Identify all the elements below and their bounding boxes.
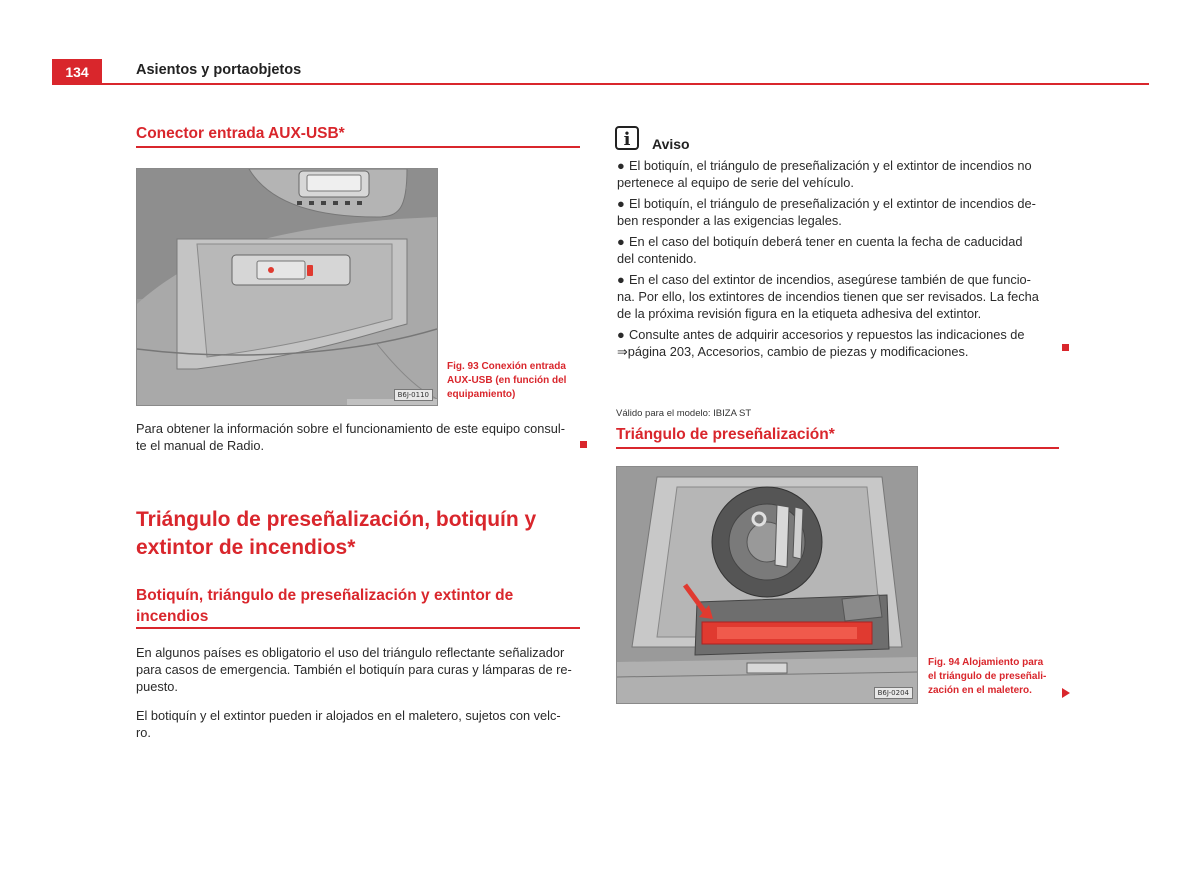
fig94-caption-line3: zación en el maletero. — [928, 685, 1032, 696]
fig94-caption — [928, 656, 1046, 698]
fig94-code: B6J-0204 — [874, 687, 913, 699]
aviso-end-marker — [1062, 344, 1069, 351]
paragraph-2-line2: ro. — [136, 725, 151, 740]
aviso-item-1-line1: El botiquín, el triángulo de preseñalización y el extintor de incendios no — [629, 158, 1032, 173]
aviso-item-3-line1: En el caso del botiquín deberá tener en cuenta la fecha de caducidad — [629, 234, 1023, 249]
paragraph-2 — [136, 707, 561, 741]
aux-usb-rule — [136, 146, 580, 148]
fig94-caption-line2: el triángulo de preseñali- — [928, 671, 1047, 682]
paragraph-1-line1: En algunos países es obligatorio el uso del triángulo reflectante señalizador — [136, 645, 565, 660]
main-section-title — [136, 506, 536, 562]
triangle-heading: Triángulo de preseñalización* — [616, 426, 835, 443]
page-number: 134 — [52, 59, 102, 83]
main-section-title-line1: Triángulo de preseñalización, botiquín y — [136, 508, 537, 531]
dashboard-aux-usb-drawing — [137, 169, 437, 405]
aux-usb-paragraph — [136, 420, 565, 454]
aviso-item-3-line2: del contenido. — [617, 251, 697, 266]
aviso-item-4-line3: de la próxima revisión figura en la etiqueta adhesiva del extintor. — [617, 306, 982, 321]
aviso-item: ● En el caso del extintor de incendios, asegúrese también de que funcio- na. Por ello, los extintores de incendios tienen que ser revisados. La fecha de la próxima revisión figura en la etiqueta adhesiva del extintor. — [617, 271, 1067, 322]
aviso-item-5-line2: ⇒página 203, Accesorios, cambio de piezas y modificaciones. — [617, 344, 969, 359]
info-icon: i — [615, 126, 639, 150]
trunk-triangle-drawing — [617, 467, 917, 703]
aviso-item-4-line1: En el caso del extintor de incendios, asegúrese también de que funcio- — [629, 272, 1031, 287]
aviso-item-1-line2: pertenece al equipo de serie del vehículo. — [617, 175, 854, 190]
fig93-caption-line1: Fig. 93 Conexión entrada — [447, 361, 566, 372]
header-rule — [52, 83, 1149, 85]
valid-for-model: Válido para el modelo: IBIZA ST — [616, 408, 752, 419]
aviso-item-5-line1: Consulte antes de adquirir accesorios y repuestos las indicaciones de — [629, 327, 1025, 342]
subsection-rule — [136, 627, 580, 629]
continue-arrow-icon — [1062, 688, 1070, 698]
paragraph-1-line2: para casos de emergencia. También el botiquín para curas y lámparas de re- — [136, 662, 572, 677]
fig93-code: B6J-0110 — [394, 389, 433, 401]
fig93-caption-line3: equipamiento) — [447, 389, 516, 400]
subsection-title-line2: incendios — [136, 608, 209, 625]
aviso-item-2-line1: El botiquín, el triángulo de preseñalización y el extintor de incendios de- — [629, 196, 1036, 211]
aviso-item: ● El botiquín, el triángulo de preseñalización y el extintor de incendios no pertenece al equipo de serie del vehículo. — [617, 157, 1067, 191]
paragraph-1 — [136, 644, 572, 695]
aviso-item: ● El botiquín, el triángulo de preseñalización y el extintor de incendios de- ben responder a las exigencias legales. — [617, 195, 1067, 229]
main-section-title-line2: extintor de incendios* — [136, 536, 356, 559]
paragraph-1-line3: puesto. — [136, 679, 178, 694]
section-end-marker — [580, 441, 587, 448]
fig94-illustration — [616, 466, 918, 704]
aux-usb-heading: Conector entrada AUX-USB* — [136, 125, 345, 142]
aviso-list — [617, 157, 1067, 364]
fig93-caption — [447, 360, 566, 402]
aviso-item-4-line2: na. Por ello, los extintores de incendios tienen que ser revisados. La fecha — [617, 289, 1039, 304]
aviso-title: Aviso — [652, 136, 690, 152]
fig93-illustration — [136, 168, 438, 406]
aviso-item-2-line2: ben responder a las exigencias legales. — [617, 213, 842, 228]
subsection-title — [136, 585, 513, 627]
aviso-item: ● En el caso del botiquín deberá tener en cuenta la fecha de caducidad del contenido. — [617, 233, 1067, 267]
aviso-item: ● Consulte antes de adquirir accesorios y repuestos las indicaciones de ⇒página 203, Accesorios, cambio de piezas y modificaciones. — [617, 326, 1067, 360]
fig93-caption-line2: AUX-USB (en función del — [447, 375, 567, 386]
aux-usb-paragraph-line1: Para obtener la información sobre el funcionamiento de este equipo consul- — [136, 421, 565, 436]
header-title: Asientos y portaobjetos — [136, 62, 302, 78]
paragraph-2-line1: El botiquín y el extintor pueden ir alojados en el maletero, sujetos con velc- — [136, 708, 561, 723]
subsection-title-line1: Botiquín, triángulo de preseñalización y extintor de — [136, 587, 514, 604]
aux-usb-paragraph-line2: te el manual de Radio. — [136, 438, 265, 453]
fig94-caption-line1: Fig. 94 Alojamiento para — [928, 657, 1044, 668]
triangle-rule — [616, 447, 1059, 449]
